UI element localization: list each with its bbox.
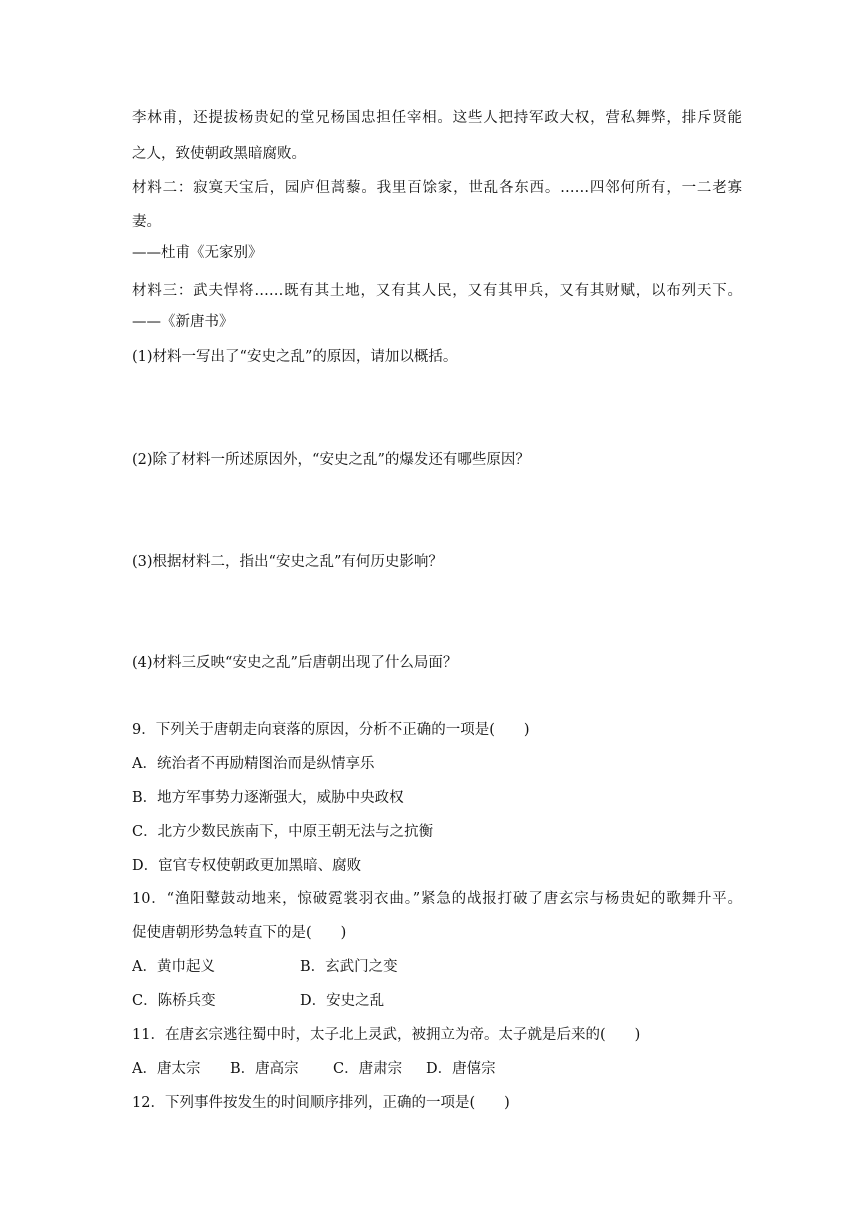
question-9-stem: 9．下列关于唐朝走向衰落的原因，分析不正确的一项是( ) (132, 722, 530, 738)
material-one-line-1: 李林甫，还提拔杨贵妃的堂兄杨国忠担任宰相。这些人把持军政大权，营私舞弊，排斥贤能 (132, 110, 742, 126)
question-11-option-c: C．唐肃宗 (333, 1061, 403, 1077)
material-three-text: 材料三：武夫悍将……既有其土地，又有其人民，又有其甲兵，又有其财赋，以布列天下。 (132, 283, 742, 299)
question-11-option-b: B．唐高宗 (230, 1061, 299, 1077)
question-9-option-a: A．统治者不再励精图治而是纵情享乐 (132, 756, 375, 772)
question-9-option-c: C．北方少数民族南下，中原王朝无法与之抗衡 (132, 824, 434, 840)
question-11-option-a: A．唐太宗 (132, 1061, 201, 1077)
question-12-stem: 12．下列事件按发生的时间顺序排列，正确的一项是( ) (132, 1095, 510, 1111)
question-10-option-c: C．陈桥兵变 (132, 993, 216, 1009)
material-three-source: ——《新唐书》 (132, 314, 234, 330)
question-10-stem-line-1: 10．“渔阳鼙鼓动地来，惊破霓裳羽衣曲。”紧急的战报打破了唐玄宗与杨贵妃的歌舞升平。 (132, 891, 742, 907)
question-10-option-d: D．安史之乱 (300, 993, 385, 1009)
material-two-line-1: 材料二：寂寞天宝后，园庐但蒿藜。我里百馀家，世乱各东西。……四邻何所有，一二老寡 (132, 180, 742, 196)
material-two-source: ——杜甫《无家别》 (132, 245, 263, 261)
question-10-option-a: A．黄巾起义 (132, 959, 215, 975)
material-two-line-2: 妻。 (132, 214, 161, 230)
material-one-line-2: 之人，致使朝政黑暗腐败。 (132, 146, 306, 162)
question-9-option-b: B．地方军事势力逐渐强大，威胁中央政权 (132, 790, 404, 806)
question-10-option-b: B．玄武门之变 (300, 959, 398, 975)
sub-question-1: (1)材料一写出了“安史之乱”的原因，请加以概括。 (132, 349, 458, 365)
sub-question-4: (4)材料三反映“安史之乱”后唐朝出现了什么局面？ (132, 655, 458, 671)
question-10-stem-line-2: 促使唐朝形势急转直下的是( ) (132, 925, 347, 941)
question-11-option-d: D．唐僖宗 (426, 1061, 496, 1077)
question-9-option-d: D．宦官专权使朝政更加黑暗、腐败 (132, 858, 362, 874)
question-11-stem: 11．在唐玄宗逃往蜀中时，太子北上灵武，被拥立为帝。太子就是后来的( ) (132, 1027, 641, 1043)
sub-question-3: (3)根据材料二，指出“安史之乱”有何历史影响？ (132, 554, 443, 570)
sub-question-2: (2)除了材料一所述原因外，“安史之乱”的爆发还有哪些原因？ (132, 452, 530, 468)
